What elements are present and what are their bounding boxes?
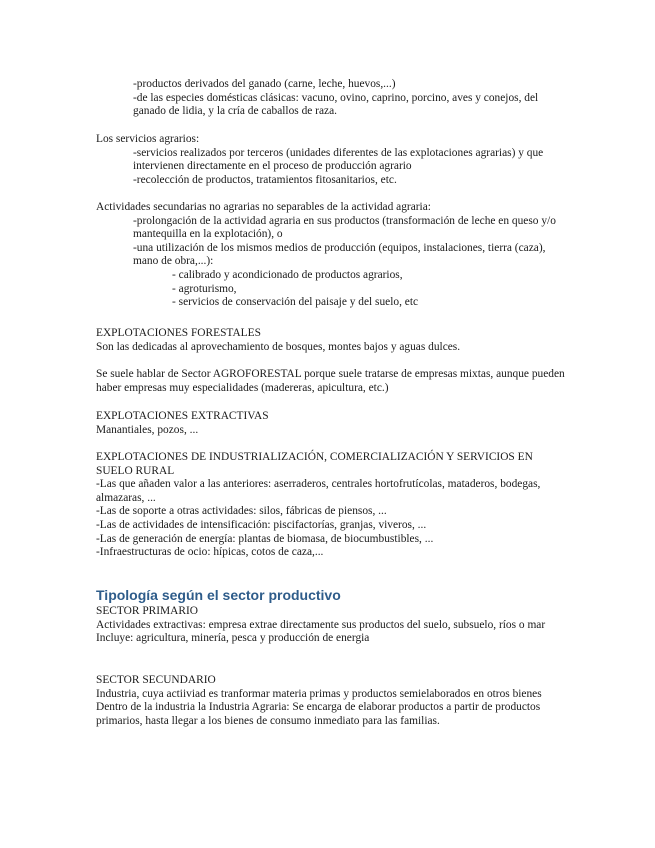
list-item: -Las que añaden valor a las anteriores: aserraderos, centrales hortofrutícolas, mataderos, bodegas, almazaras, ... <box>96 478 541 504</box>
section-title: EXPLOTACIONES FORESTALES <box>96 327 261 339</box>
forestales-section <box>96 327 566 354</box>
section-title: SECTOR PRIMARIO <box>96 605 199 617</box>
section-title: EXPLOTACIONES DE INDUSTRIALIZACIÓN, COMERCIALIZACIÓN Y SERVICIOS EN SUELO RURAL <box>96 451 533 477</box>
tipologia-heading: Tipología según el sector productivo <box>96 587 341 603</box>
paragraph: Dentro de la industria la Industria Agraria: Se encarga de elaborar productos a partir de productos primarios, hasta llegar a los bienes de consumo inmediato para las familias. <box>96 701 541 727</box>
list-item: -productos derivados del ganado (carne, leche, huevos,...) <box>133 78 396 90</box>
list-item: -de las especies domésticas clásicas: vacuno, ovino, caprino, porcino, aves y conejos, del ganado de lidia, y la cría de caballos de raza. <box>133 91 539 118</box>
list-item: -recolección de productos, tratamientos fitosanitarios, etc. <box>133 173 397 186</box>
agroforestal-paragraph <box>96 368 566 395</box>
section-title: Los servicios agrarios: <box>96 133 200 145</box>
sector-secundario-section <box>96 674 566 728</box>
sub-list-item: - agroturismo, <box>172 282 237 295</box>
section-title: SECTOR SECUNDARIO <box>96 674 216 686</box>
paragraph: Manantiales, pozos, ... <box>96 423 199 436</box>
list-item: -Infraestructuras de ocio: hípicas, cotos de caza,... <box>96 546 324 559</box>
list-item: -Las de soporte a otras actividades: silos, fábricas de piensos, ... <box>96 505 387 518</box>
section-title: Actividades secundarias no agrarias no separables de la actividad agraria: <box>96 201 431 213</box>
list-item: -servicios realizados por terceros (unidades diferentes de las explotaciones agrarias) y que intervienen directamente en el proceso de producción agrario <box>133 146 544 173</box>
extractivas-section <box>96 410 566 437</box>
section-title: EXPLOTACIONES EXTRACTIVAS <box>96 410 269 422</box>
ganadero-list <box>96 78 566 119</box>
secundarias-section <box>96 201 566 310</box>
industrializacion-section <box>96 451 566 560</box>
list-item: -Las de actividades de intensificación: piscifactorías, granjas, viveros, ... <box>96 518 427 531</box>
paragraph: Actividades extractivas: empresa extrae directamente sus productos del suelo, subsuelo, ríos o mar <box>96 618 546 631</box>
sub-list-item: - servicios de conservación del paisaje y del suelo, etc <box>172 296 419 309</box>
paragraph: Se suele hablar de Sector AGROFORESTAL porque suele tratarse de empresas mixtas, aunque pueden haber empresas muy especialidades (madereras, apicultura, etc.) <box>96 368 565 394</box>
sub-list-item: - calibrado y acondicionado de productos agrarios, <box>172 268 403 281</box>
paragraph: Son las dedicadas al aprovechamiento de bosques, montes bajos y aguas dulces. <box>96 340 461 353</box>
sector-primario-section <box>96 605 566 646</box>
list-item: -Las de generación de energía: plantas de biomasa, de biocumbustibles, ... <box>96 532 434 545</box>
servicios-section <box>96 133 566 187</box>
list-item: -prolongación de la actividad agraria en sus productos (transformación de leche en queso y/o mantequilla en la explotación), o <box>133 214 556 241</box>
paragraph: Industria, cuya actiiviad es tranformar materia primas y productos semielaborados en otros bienes <box>96 687 542 700</box>
paragraph: Incluye: agricultura, minería, pesca y producción de energia <box>96 632 370 645</box>
list-item: -una utilización de los mismos medios de producción (equipos, instalaciones, tierra (caza), mano de obra,...): <box>133 241 546 268</box>
